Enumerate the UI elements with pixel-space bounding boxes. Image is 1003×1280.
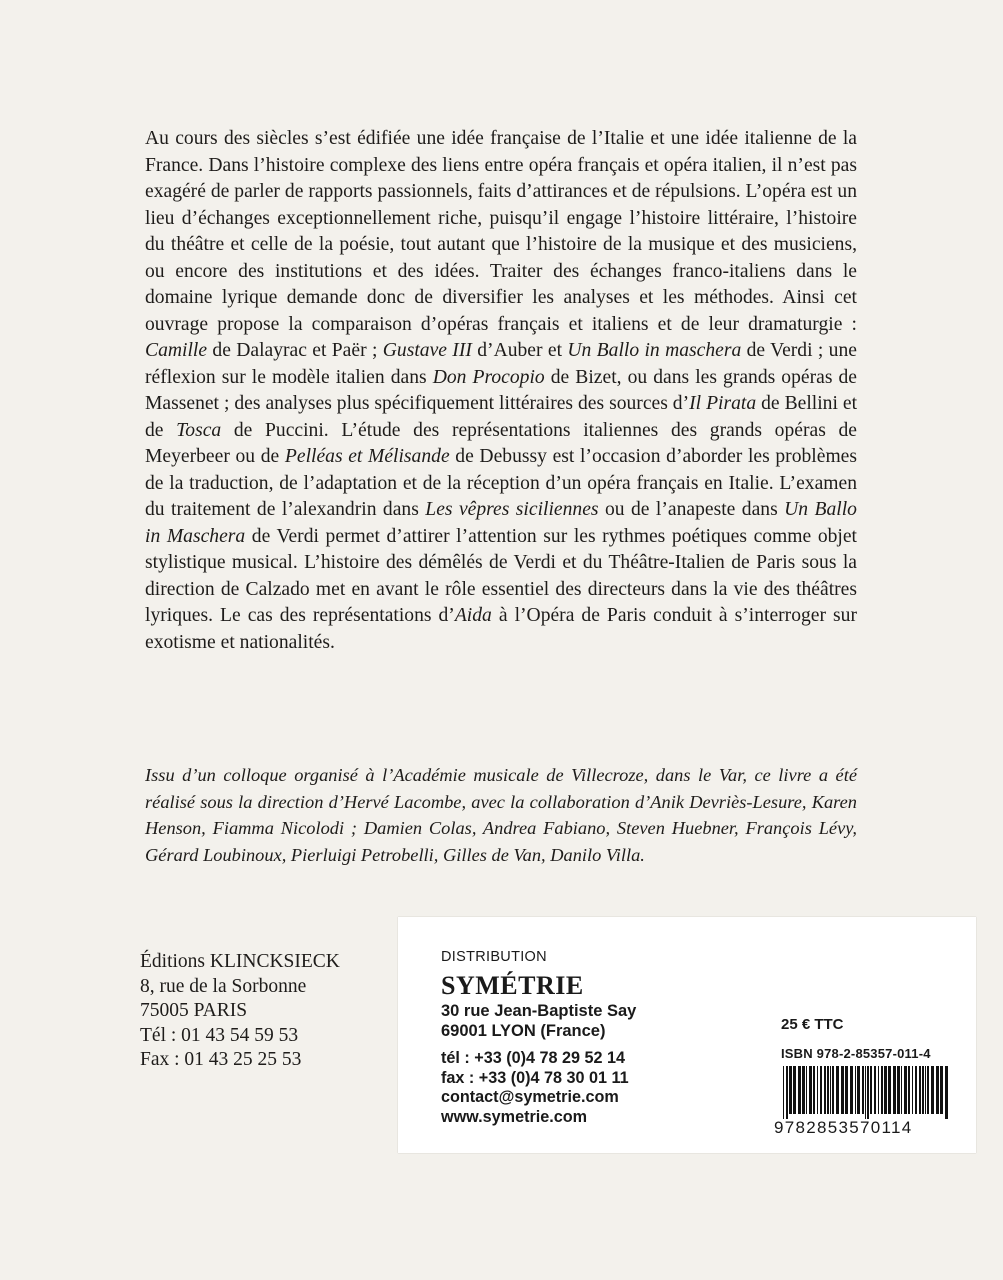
barcode-bar bbox=[827, 1066, 829, 1114]
publisher-city: 75005 PARIS bbox=[140, 1000, 248, 1021]
distribution-label: DISTRIBUTION bbox=[441, 949, 547, 965]
barcode-bar bbox=[830, 1066, 831, 1114]
barcode-bar bbox=[786, 1066, 788, 1119]
summary-segment: ou de l’anapeste dans bbox=[598, 499, 785, 520]
summary-segment: à l’Opéra de Paris conduit à s’interroger sur exotisme et nationalités. bbox=[145, 605, 857, 653]
barcode-bar bbox=[940, 1066, 943, 1114]
barcode-bar bbox=[865, 1066, 866, 1119]
barcode-bar bbox=[927, 1066, 929, 1114]
work-title: Gustave III bbox=[382, 340, 472, 361]
barcode-bar bbox=[904, 1066, 907, 1114]
barcode-bar bbox=[870, 1066, 872, 1114]
barcode-bar bbox=[931, 1066, 934, 1114]
work-title: Il Pirata bbox=[689, 393, 757, 414]
barcode-bar bbox=[809, 1066, 812, 1114]
barcode-bar bbox=[915, 1066, 917, 1114]
barcode-bar bbox=[867, 1066, 869, 1119]
barcode-bar bbox=[925, 1066, 926, 1114]
summary-segment: Au cours des siècles s’est édifiée une idée française de l’Italie et une idée italienne de la France. Dans l’histoire complexe des liens entre opéra français et opéra italien, il n’est pas exagéré de parler de rapports passionnels, faits d’attirances et de répulsions. L’opéra est un lieu d’échanges exceptionnellement riche, puisqu’il engage l’histoire littéraire, l’histoire du théâtre et celle de la poésie, tout autant que l’histoire de la musique et des musiciens, ou encore des institutions et des idées. Traiter des échanges franco-italiens dans le domaine lyrique demande donc de diversifier les analyses et les méthodes. Ainsi cet ouvrage propose la comparaison d’opéras français et italiens et de leur dramaturgie : bbox=[145, 128, 857, 335]
work-title: Les vêpres siciliennes bbox=[425, 499, 599, 520]
distribution-sticker bbox=[398, 917, 976, 1153]
barcode-bar bbox=[881, 1066, 883, 1114]
summary-segment: d’Auber et bbox=[471, 340, 568, 361]
barcode-bar bbox=[893, 1066, 896, 1114]
barcode-bar bbox=[813, 1066, 815, 1114]
price-label: 25 € TTC bbox=[781, 1016, 844, 1033]
barcode-bar bbox=[802, 1066, 805, 1114]
distributor-name: SYMÉTRIE bbox=[441, 971, 584, 1000]
summary-segment: de Bellini et de bbox=[145, 393, 858, 441]
summary-segment: de Verdi permet d’attirer l’attention sur les rythmes poétiques comme objet stylistique musical. L’histoire des démêlés de Verdi et du Théâtre-Italien de Paris sous la direction de Calzado met en avant le rôle essentiel des directeurs dans la vie des théâtres lyriques. Le cas des représentations d’ bbox=[145, 525, 858, 626]
publisher-name: Éditions KLINCKSIECK bbox=[140, 951, 340, 972]
summary-segment: de Debussy est l’occasion d’aborder les problèmes de la traduction, de l’adaptation et de la réception d’un opéra français en Italie. L’examen du traitement de l’alexandrin dans bbox=[145, 446, 858, 520]
barcode-bar bbox=[874, 1066, 876, 1114]
distributor-fax: fax : +33 (0)4 78 30 01 11 bbox=[441, 1068, 629, 1087]
barcode-bar bbox=[888, 1066, 891, 1114]
barcode-bar bbox=[806, 1066, 807, 1114]
distributor-address-line1: 30 rue Jean-Baptiste Say bbox=[441, 1002, 637, 1020]
distributor-web: www.symetrie.com bbox=[441, 1107, 588, 1126]
summary-segment: de Dalayrac et Paër ; bbox=[207, 340, 383, 361]
barcode-bar bbox=[783, 1066, 784, 1119]
barcode-bar bbox=[820, 1066, 822, 1114]
barcode-bar bbox=[817, 1066, 818, 1114]
barcode-bar bbox=[850, 1066, 853, 1114]
barcode-bar bbox=[862, 1066, 864, 1114]
barcode-digits: 9782853570114 bbox=[774, 1118, 913, 1137]
barcode-bar bbox=[857, 1066, 860, 1114]
barcode-bar bbox=[798, 1066, 801, 1114]
barcode-bar bbox=[936, 1066, 939, 1114]
work-title: Don Procopio bbox=[432, 366, 545, 388]
barcode-bar bbox=[836, 1066, 839, 1114]
work-title: Un Ballo in Maschera bbox=[145, 499, 857, 547]
summary-segment: de Bizet, ou dans les grands opéras de Massenet ; des analyses plus spécifiquement littéraires des sources d’ bbox=[145, 366, 857, 414]
barcode-bar bbox=[841, 1066, 844, 1114]
publisher-fax: Fax : 01 43 25 25 53 bbox=[140, 1049, 302, 1070]
barcode-bar bbox=[945, 1066, 948, 1119]
barcode-bar bbox=[922, 1066, 924, 1114]
summary-segment: de Verdi ; une réflexion sur le modèle italien dans bbox=[145, 340, 857, 388]
barcode-bar bbox=[897, 1066, 900, 1114]
barcode-bar bbox=[912, 1066, 913, 1114]
work-title: Pelléas et Mélisande bbox=[284, 446, 450, 467]
distributor-contact bbox=[441, 1049, 629, 1127]
work-title: Aida bbox=[454, 605, 492, 626]
summary-text bbox=[145, 126, 857, 656]
barcode-bar bbox=[919, 1066, 921, 1114]
distributor-address bbox=[441, 1001, 636, 1041]
barcode-bar bbox=[901, 1066, 902, 1114]
publisher-tel: Tél : 01 43 54 59 53 bbox=[140, 1024, 299, 1046]
distributor-email: contact@symetrie.com bbox=[441, 1088, 619, 1106]
publisher-block bbox=[140, 950, 400, 1073]
barcode-bar bbox=[832, 1066, 834, 1114]
barcode-bar bbox=[789, 1066, 792, 1114]
summary-segment: de Puccini. L’étude des représentations italiennes des grands opéras de Meyerbeer ou de bbox=[145, 419, 857, 467]
barcode-bar bbox=[878, 1066, 879, 1114]
work-title: Un Ballo in maschera bbox=[567, 340, 742, 361]
work-title: Camille bbox=[145, 340, 208, 361]
distributor-tel: tél : +33 (0)4 78 29 52 14 bbox=[441, 1049, 626, 1067]
barcode-bar bbox=[845, 1066, 848, 1114]
isbn-label: ISBN 978-2-85357-011-4 bbox=[781, 1046, 931, 1061]
barcode-icon bbox=[781, 1066, 951, 1119]
barcode-bar bbox=[793, 1066, 796, 1114]
barcode-bar bbox=[884, 1066, 887, 1114]
publisher-street: 8, rue de la Sorbonne bbox=[140, 975, 307, 997]
work-title: Tosca bbox=[176, 419, 222, 441]
credits-text: Issu d’un colloque organisé à l’Académie musicale de Villecroze, dans le Var, ce livre a été réalisé sous la direction d’Hervé Lacombe, avec la collaboration d’Anik Devriès-Lesure, Karen Henson, Fiamma Nicolodi ; Damien Colas, Andrea Fabiano, Steven Huebner, François Lévy, Gérard Loubinoux, Pierluigi Petrobelli, Gilles de Van, Danilo Villa. bbox=[145, 765, 857, 865]
distributor-address-line2: 69001 LYON (France) bbox=[441, 1022, 606, 1040]
barcode-bar bbox=[908, 1066, 910, 1114]
barcode-bar bbox=[824, 1066, 826, 1114]
barcode-bar bbox=[855, 1066, 856, 1114]
